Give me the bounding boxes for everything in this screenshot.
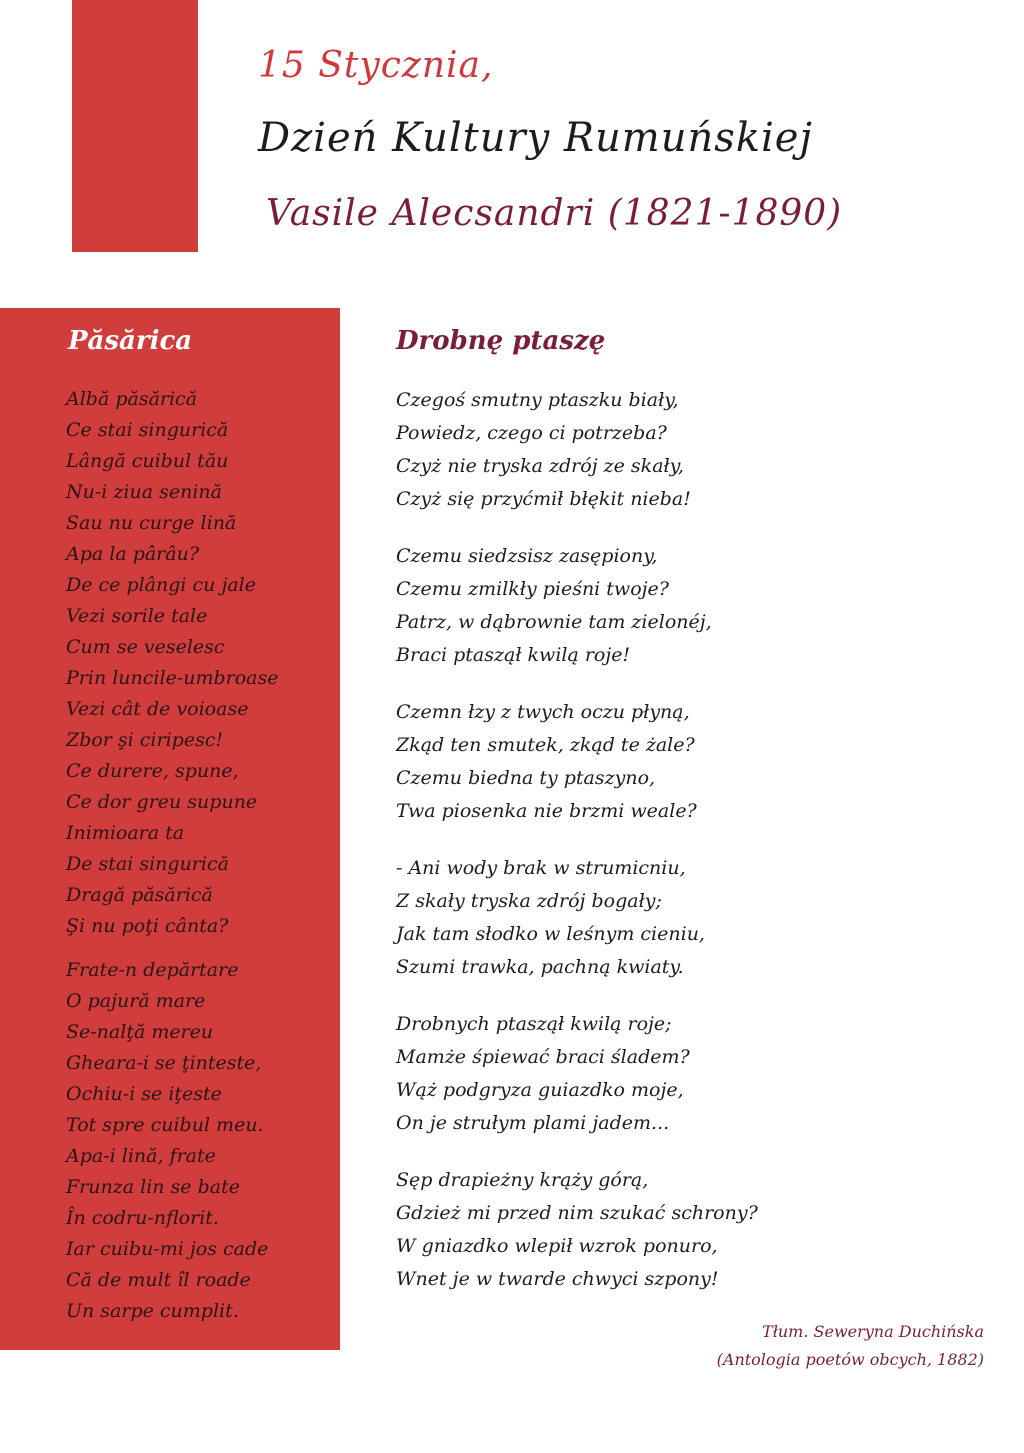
poem-line: Dragă păsărică (66, 884, 213, 906)
poem-line: - Ani wody brak w strumicniu, (396, 857, 686, 879)
poem-line: Ochiu-i se iţeste (66, 1083, 222, 1105)
poem-line: În codru-nflorit. (66, 1207, 219, 1229)
poem-line: Ce durere, spune, (66, 760, 239, 782)
poem-line: Iar cuibu-mi jos cade (66, 1238, 269, 1260)
poem-line: Czyż się przyćmił błękit nieba! (396, 488, 691, 510)
poem-line: Czyż nie tryska zdrój ze skały, (396, 455, 684, 477)
poem-line: Sęp drapieżny krąży górą, (396, 1169, 649, 1191)
poem-line: Zbor şi ciripesc! (66, 729, 224, 751)
polish-stanza-6 (396, 1164, 758, 1296)
poem-line: Czemu zmilkły pieśni twoje? (396, 578, 669, 600)
poem-line: Frate-n depărtare (66, 959, 239, 981)
polish-stanza-3 (396, 696, 697, 828)
poem-line: Ce stai singurică (66, 419, 229, 441)
poem-line: Apa-i lină, frate (66, 1145, 216, 1167)
poem-line: Jak tam słodko w leśnym cieniu, (396, 923, 705, 945)
author-heading: Vasile Alecsandri (1821-1890) (266, 193, 843, 234)
poem-line: Mamże śpiewać braci śladem? (396, 1046, 690, 1068)
poem-line: Drobnych ptaszął kwilą roje; (396, 1013, 672, 1035)
poem-line: Czemn łzy z twych oczu płyną, (396, 701, 690, 723)
poem-line: Szumi trawka, pachną kwiaty. (396, 956, 684, 978)
poem-line: Că de mult îl roade (66, 1269, 251, 1291)
romanian-poem-title: Păsărica (68, 326, 193, 356)
poem-line: Sau nu curge lină (66, 512, 237, 534)
poem-line: O pajură mare (66, 990, 206, 1012)
poem-line: Zkąd ten smutek, zkąd te żale? (396, 734, 695, 756)
poem-line: Czemu siedzsisz zasępiony, (396, 545, 658, 567)
poem-line: Lângă cuibul tău (66, 450, 229, 472)
poem-line: Twa piosenka nie brzmi weale? (396, 800, 697, 822)
romanian-stanza-2 (66, 955, 268, 1327)
poem-line: Un sarpe cumplit. (66, 1300, 239, 1322)
poem-line: Vezi cât de voioase (66, 698, 249, 720)
accent-block (72, 0, 198, 252)
polish-stanza-4 (396, 852, 705, 984)
poem-line: W gniazdko wlepił wzrok ponuro, (396, 1235, 718, 1257)
poem-line: Wąż podgryza guiazdko moje, (396, 1079, 684, 1101)
date-heading: 15 Stycznia, (258, 45, 494, 86)
header (258, 38, 998, 242)
poem-line: De stai singurică (66, 853, 229, 875)
poem-line: Ce dor greu supune (66, 791, 258, 813)
poem-line: Şi nu poţi cânta? (66, 915, 229, 937)
poem-line: Prin luncile-umbroase (66, 667, 279, 689)
poem-line: Vezi sorile tale (66, 605, 208, 627)
poem-line: Czemu biedna ty ptaszyno, (396, 767, 656, 789)
poem-line: Braci ptaszął kwilą roje! (396, 644, 631, 666)
polish-stanza-5 (396, 1008, 690, 1140)
poem-line: De ce plângi cu jale (66, 574, 256, 596)
poem-line: Albă păsărică (66, 388, 198, 410)
poem-line: Frunza lin se bate (66, 1176, 240, 1198)
poem-line: Se-nalţă mereu (66, 1021, 214, 1043)
polish-stanza-1 (396, 384, 691, 516)
romanian-stanza-1 (66, 384, 279, 942)
poem-line: Inimioara ta (66, 822, 185, 844)
poem-line: Powiedz, czego ci potrzeba? (396, 422, 667, 444)
poem-line: Tot spre cuibul meu. (66, 1114, 264, 1136)
source-credit: (Antologia poetów obcych, 1882) (716, 1350, 984, 1369)
poem-line: Wnet je w twarde chwyci szpony! (396, 1268, 719, 1290)
poem-line: Apa la pârâu? (66, 543, 200, 565)
poem-line: On je strułym plami jadem... (396, 1112, 670, 1134)
poem-line: Gheara-i se ţinteste, (66, 1052, 262, 1074)
poem-line: Patrz, w dąbrownie tam zielonéj, (396, 611, 712, 633)
polish-poem-title: Drobnę ptaszę (396, 326, 606, 356)
page-title: Dzień Kultury Rumuńskiej (258, 115, 813, 161)
translation-credit (717, 1318, 984, 1374)
poem-line: Z skały tryska zdrój bogały; (396, 890, 662, 912)
poem-line: Gdzież mi przed nim szukać schrony? (396, 1202, 758, 1224)
poem-line: Cum se veselesc (66, 636, 225, 658)
polish-stanza-2 (396, 540, 712, 672)
poem-line: Nu-i ziua senină (66, 481, 222, 503)
translator-credit: Tłum. Seweryna Duchińska (762, 1322, 984, 1341)
poem-line: Czegoś smutny ptaszku biały, (396, 389, 679, 411)
